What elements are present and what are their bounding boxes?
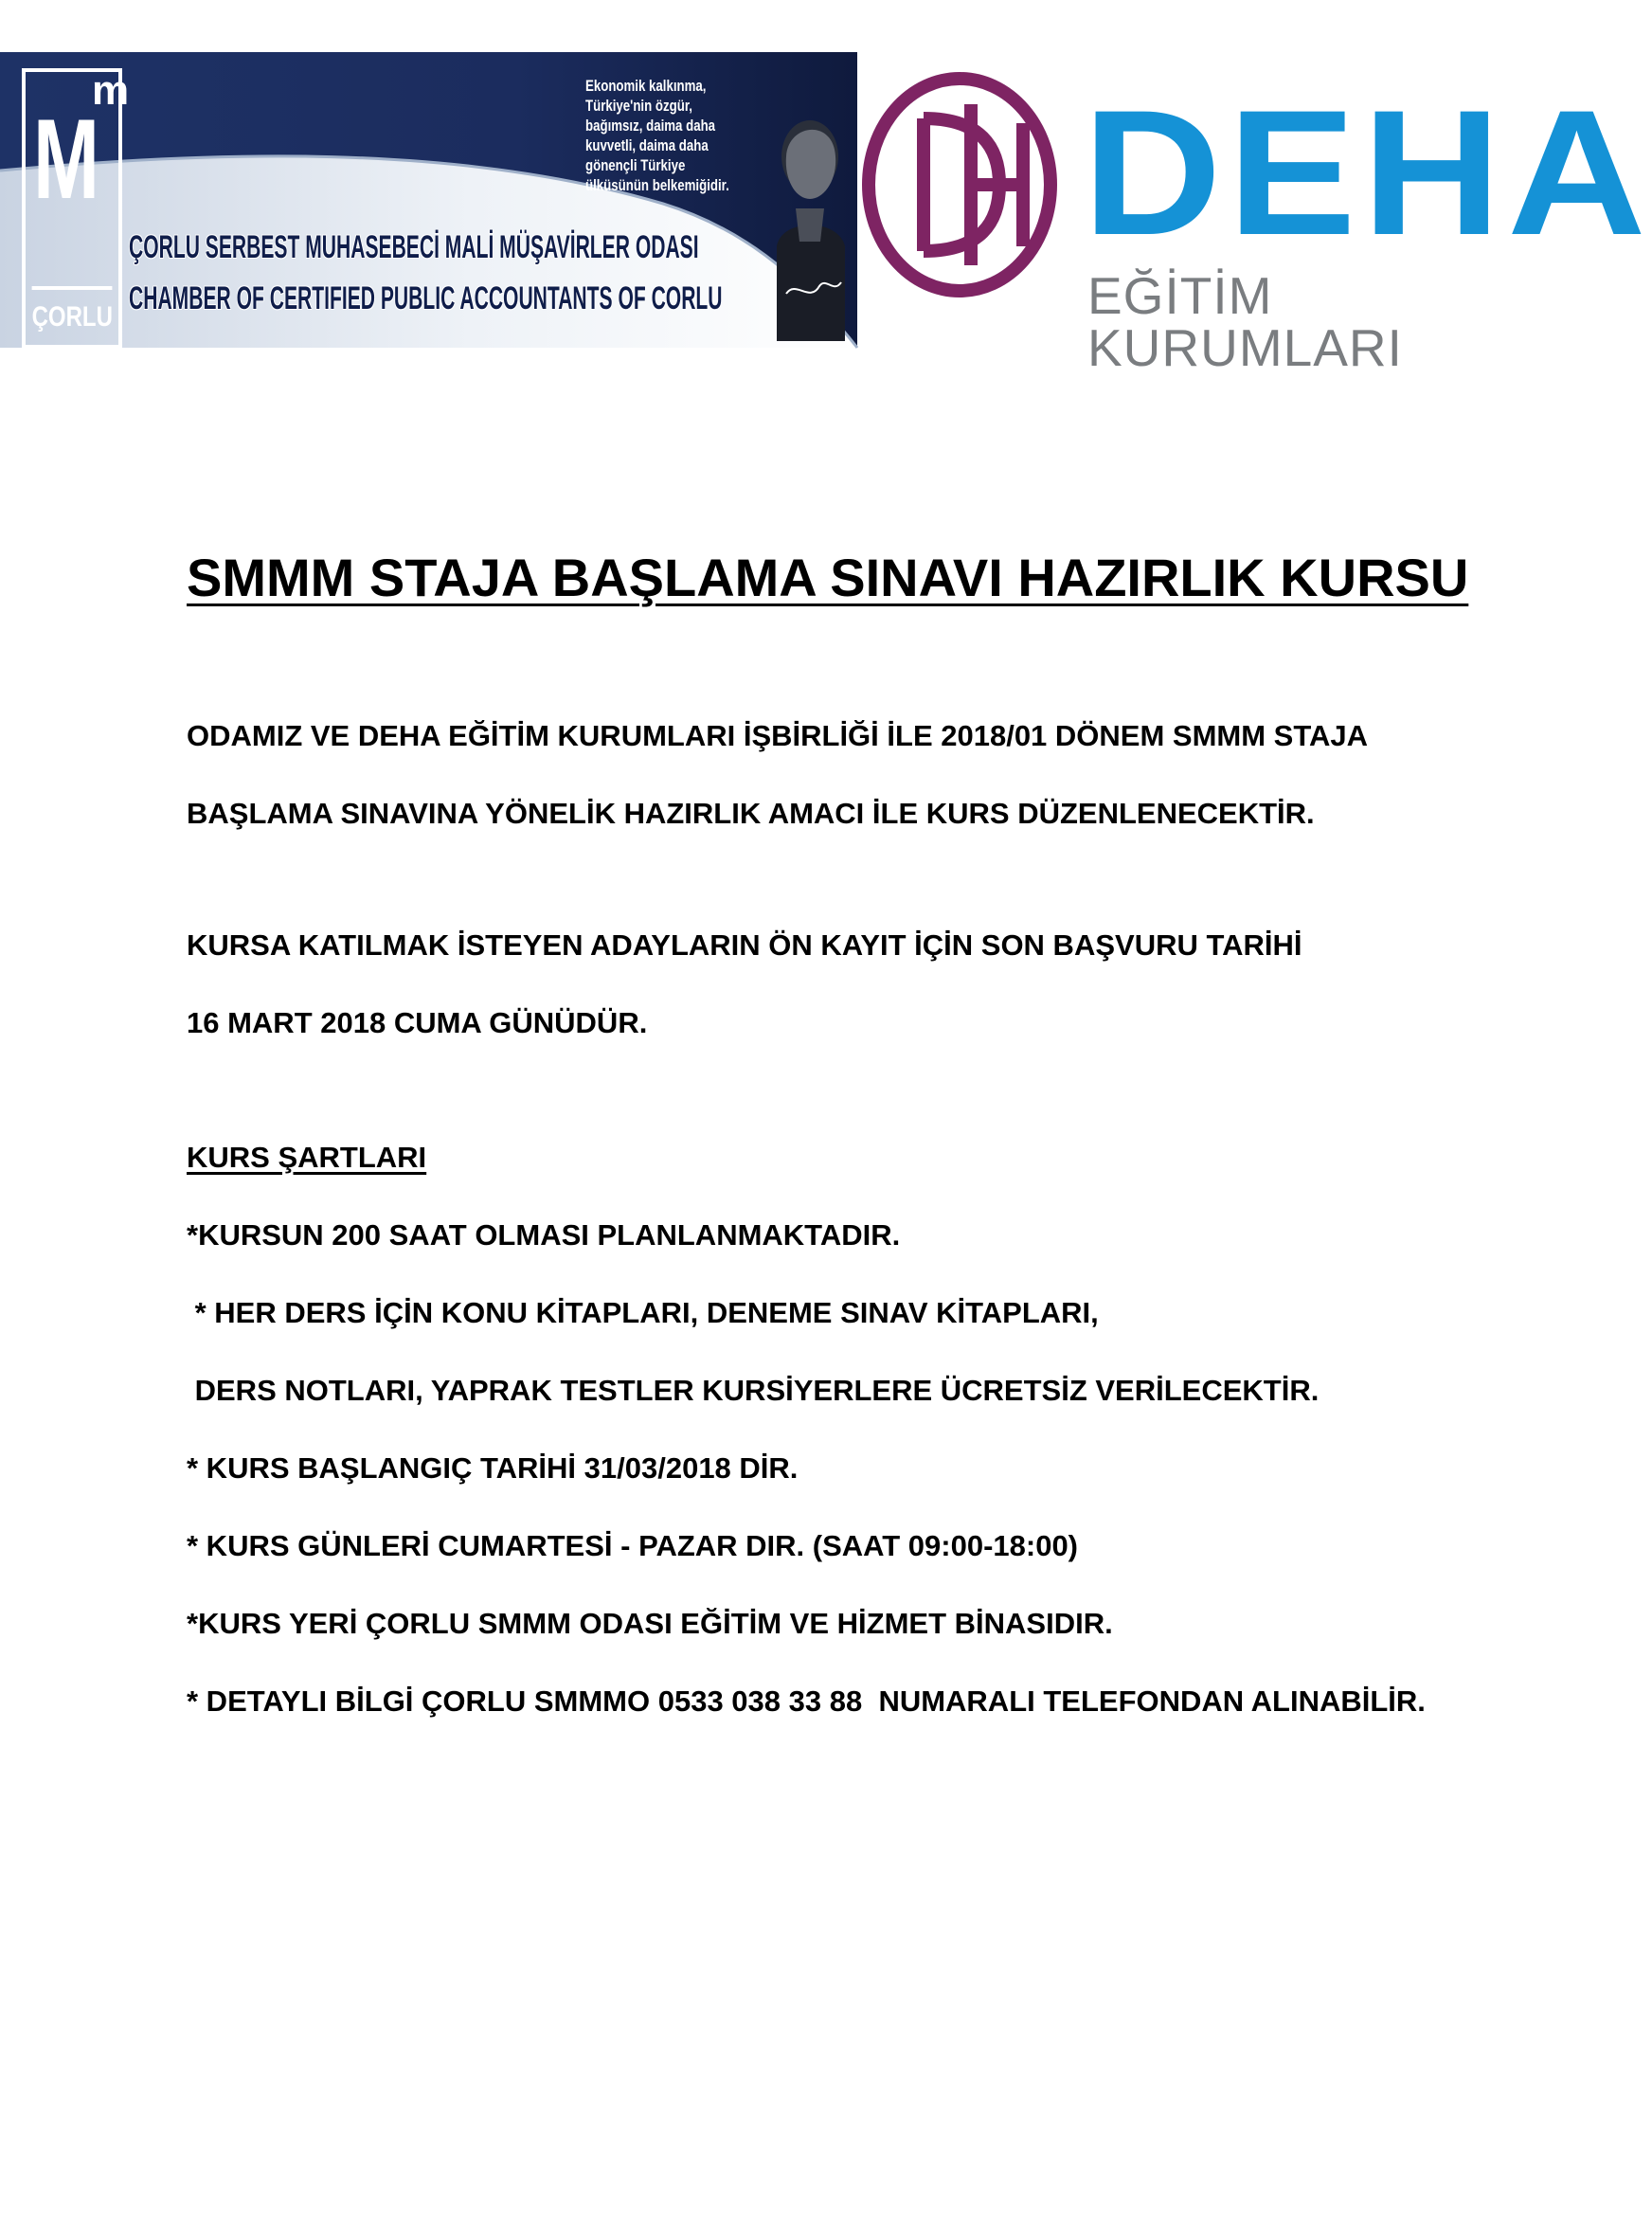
logo-big-m: M: [33, 96, 99, 223]
condition-item: * DETAYLI BİLGİ ÇORLU SMMMO 0533 038 33 88 NUMARALI TELEFONDAN ALINABİLİR.: [187, 1685, 1426, 1718]
conditions-heading: KURS ŞARTLARI: [187, 1141, 427, 1174]
chamber-name-tr: ÇORLU SERBEST MUHASEBECİ MALİ MÜŞAVİRLER ODASI: [129, 229, 699, 265]
chamber-logo: [22, 67, 130, 349]
ataturk-quote: Ekonomik kalkınma, Türkiye'nin özgür, bağımsız, daima daha kuvvetli, daima daha gönençli Türkiye ülküsünün belkemiğidir.: [585, 77, 729, 194]
deha-wordmark: DEHA: [1083, 73, 1652, 272]
chamber-name-en: CHAMBER OF CERTIFIED PUBLIC ACCOUNTANTS OF CORLU: [129, 280, 723, 316]
condition-item: * KURS GÜNLERİ CUMARTESİ - PAZAR DIR. (SAAT 09:00-18:00): [187, 1529, 1079, 1562]
deha-emblem-icon: [857, 66, 1070, 303]
deadline-line-1: KURSA KATILMAK İSTEYEN ADAYLARIN ÖN KAYIT İÇİN SON BAŞVURU TARİHİ: [187, 928, 1302, 962]
intro-line-2: BAŞLAMA SINAVINA YÖNELİK HAZIRLIK AMACI İLE KURS DÜZENLENECEKTİR.: [187, 797, 1315, 830]
condition-item: *KURSUN 200 SAAT OLMASI PLANLANMAKTADIR.: [187, 1218, 901, 1252]
ataturk-portrait-image: [758, 66, 853, 341]
deha-logo: [857, 66, 1652, 377]
condition-item: * HER DERS İÇİN KONU KİTAPLARI, DENEME SINAV KİTAPLARI,: [187, 1296, 1099, 1329]
logo-small-m: m: [92, 67, 130, 114]
condition-item: *KURS YERİ ÇORLU SMMM ODASI EĞİTİM VE HİZMET BİNASIDIR.: [187, 1607, 1113, 1640]
condition-item: * KURS BAŞLANGIÇ TARİHİ 31/03/2018 DİR.: [187, 1451, 799, 1485]
deadline-line-2: 16 MART 2018 CUMA GÜNÜDÜR.: [187, 1006, 648, 1039]
deha-subtitle: EĞİTİM KURUMLARI: [1087, 266, 1403, 377]
document-title: SMMM STAJA BAŞLAMA SINAVI HAZIRLIK KURSU: [187, 548, 1469, 607]
condition-item: DERS NOTLARI, YAPRAK TESTLER KURSİYERLERE ÜCRETSİZ VERİLECEKTİR.: [187, 1374, 1320, 1407]
logo-city: ÇORLU: [32, 286, 113, 349]
intro-line-1: ODAMIZ VE DEHA EĞİTİM KURUMLARI İŞBİRLİĞİ İLE 2018/01 DÖNEM SMMM STAJA: [187, 719, 1368, 752]
